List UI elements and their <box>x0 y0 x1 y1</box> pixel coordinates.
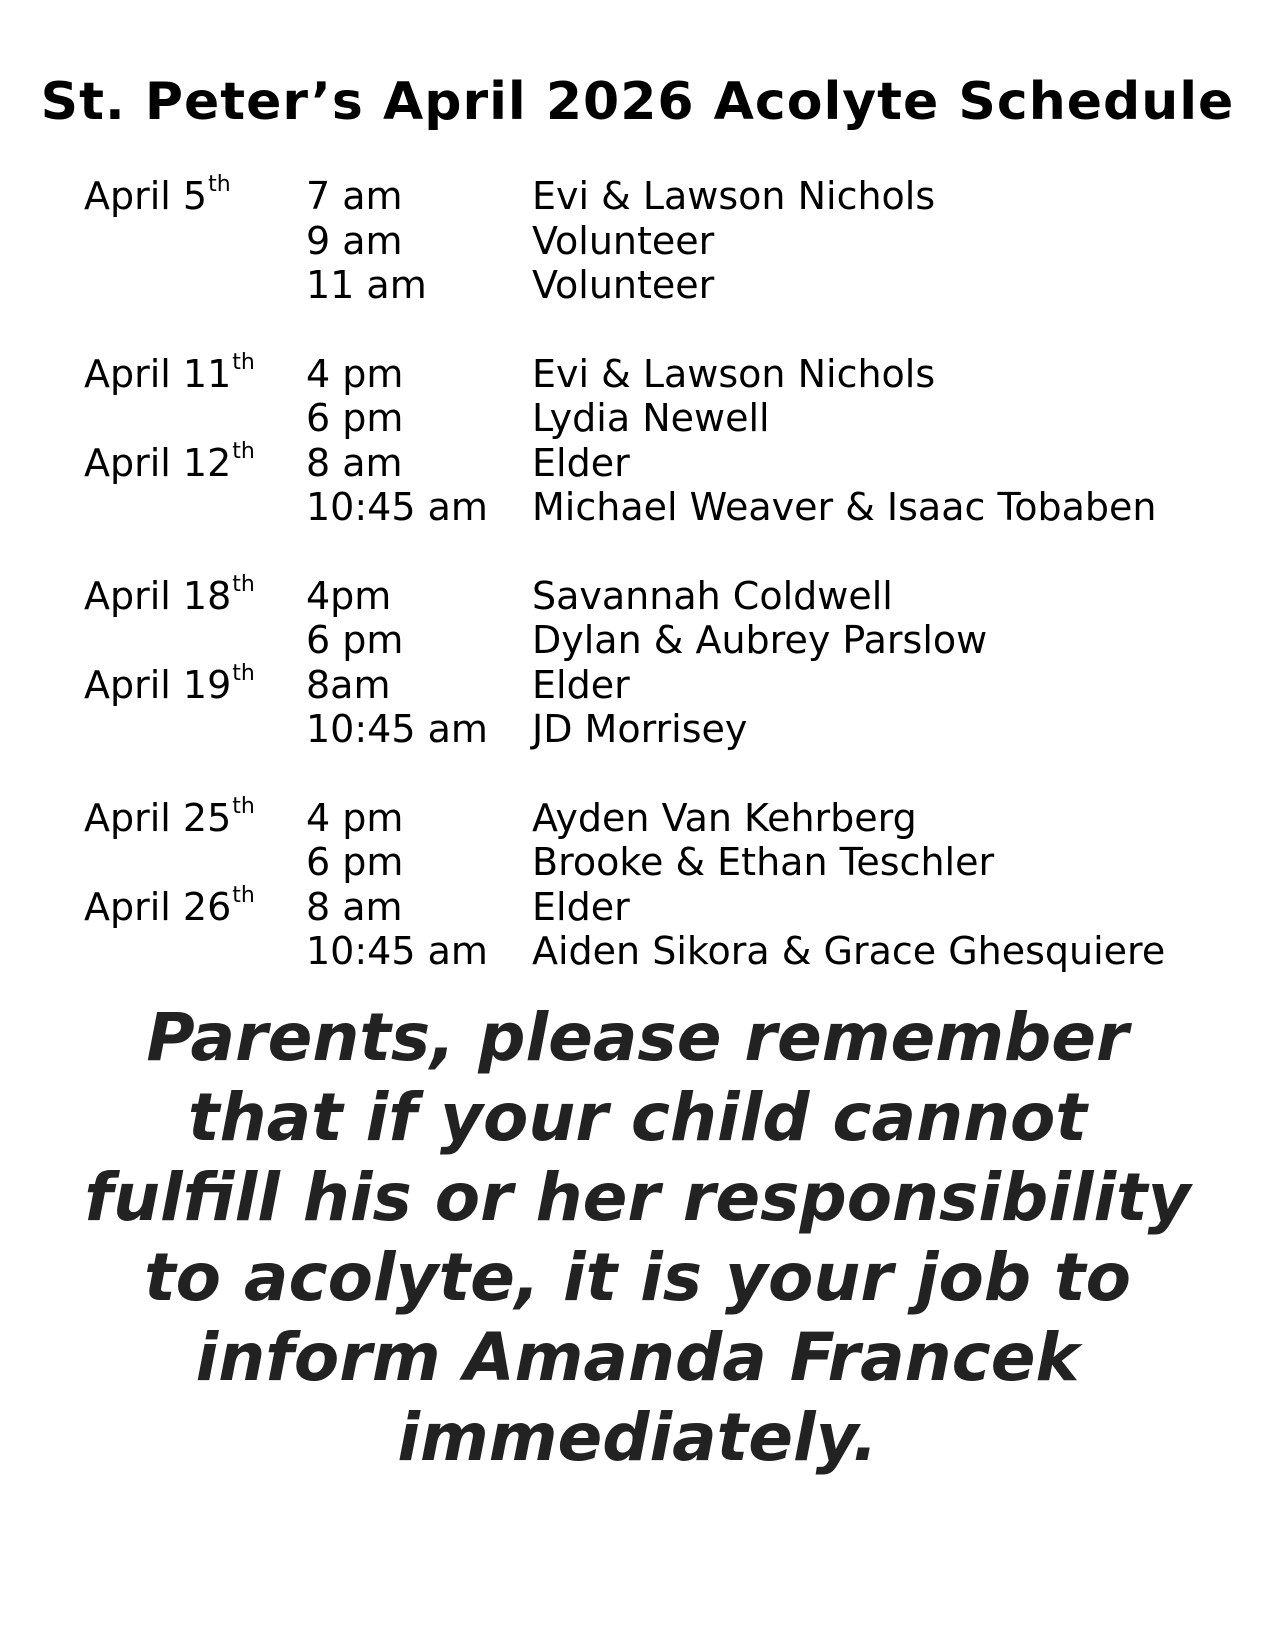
date-ordinal-suffix: th <box>232 793 255 819</box>
service-time: 4 pm <box>306 351 404 396</box>
notice-line: Parents, please remember <box>146 999 1129 1076</box>
schedule-row <box>84 485 1224 530</box>
notice-line: inform Amanda Francek <box>195 1319 1080 1396</box>
service-time: 8 am <box>306 440 403 485</box>
acolyte-names: Dylan & Aubrey Parslow <box>532 618 988 662</box>
date-ordinal-suffix: th <box>232 438 255 464</box>
schedule-group <box>84 793 1224 974</box>
service-date: April 12th <box>84 438 255 485</box>
service-date: April 5th <box>84 172 231 218</box>
acolyte-names: JD Morrisey <box>532 707 748 751</box>
schedule-row <box>84 929 1224 974</box>
service-time: 10:45 am <box>306 929 488 973</box>
acolyte-names: Ayden Van Kehrberg <box>532 795 917 840</box>
schedule-row <box>84 174 1224 219</box>
acolyte-names: Volunteer <box>532 218 715 263</box>
acolyte-names: Brooke & Ethan Teschler <box>532 840 995 884</box>
schedule-group <box>84 571 1224 752</box>
schedule-group <box>84 174 1224 308</box>
service-date <box>84 485 306 530</box>
schedule-row <box>84 349 1224 397</box>
schedule-row <box>84 263 1224 308</box>
service-time: 11 am <box>306 263 427 307</box>
schedule-row <box>84 793 1224 841</box>
date-ordinal-suffix: th <box>232 882 255 908</box>
schedule-row <box>84 618 1224 663</box>
service-time: 6 pm <box>306 396 404 440</box>
service-date: April 11th <box>84 349 255 396</box>
schedule-row <box>84 438 1224 486</box>
acolyte-names: Evi & Lawson Nichols <box>532 174 936 218</box>
acolyte-names: Savannah Coldwell <box>532 573 893 618</box>
date-ordinal-suffix: th <box>232 349 255 375</box>
service-date <box>84 263 306 308</box>
service-time: 4 pm <box>306 795 404 840</box>
schedule-row <box>84 571 1224 619</box>
schedule-row <box>84 707 1224 752</box>
service-date: April 19th <box>84 660 255 707</box>
service-date <box>84 929 306 974</box>
acolyte-names: Elder <box>532 440 630 485</box>
page-title: St. Peter’s April 2026 Acolyte Schedule <box>40 72 1235 132</box>
parent-reminder-notice <box>0 998 1275 1478</box>
notice-line: that if your child cannot <box>188 1079 1087 1156</box>
acolyte-names: Volunteer <box>532 263 715 307</box>
service-time: 8am <box>306 662 391 707</box>
service-date: April 18th <box>84 571 255 618</box>
service-time: 4pm <box>306 573 392 618</box>
acolyte-names: Aiden Sikora & Grace Ghesquiere <box>532 929 1166 973</box>
acolyte-names: Lydia Newell <box>532 396 770 440</box>
schedule-row <box>84 840 1224 885</box>
service-date <box>84 840 306 885</box>
schedule-row <box>84 660 1224 708</box>
notice-line: immediately. <box>397 1399 878 1476</box>
notice-line: fulfill his or her responsibility <box>84 1159 1191 1236</box>
date-ordinal-suffix: th <box>208 172 231 197</box>
service-date: April 26th <box>84 882 255 929</box>
service-date <box>84 219 306 264</box>
date-ordinal-suffix: th <box>232 571 255 597</box>
schedule-row <box>84 219 1224 264</box>
notice-line: to acolyte, it is your job to <box>144 1239 1131 1316</box>
schedule-row <box>84 396 1224 441</box>
service-time: 10:45 am <box>306 485 488 529</box>
schedule-group <box>84 349 1224 530</box>
acolyte-names: Michael Weaver & Isaac Tobaben <box>532 485 1157 529</box>
acolyte-names: Elder <box>532 662 630 707</box>
service-time: 9 am <box>306 218 403 263</box>
date-ordinal-suffix: th <box>232 660 255 686</box>
service-date <box>84 396 306 441</box>
service-date <box>84 707 306 752</box>
schedule-table <box>84 174 1224 1018</box>
service-date: April 25th <box>84 793 255 840</box>
service-time: 6 pm <box>306 618 404 662</box>
service-date <box>84 618 306 663</box>
schedule-row <box>84 882 1224 930</box>
service-time: 6 pm <box>306 840 404 884</box>
acolyte-names: Elder <box>532 884 630 929</box>
service-time: 8 am <box>306 884 403 929</box>
service-time: 7 am <box>306 174 403 218</box>
acolyte-names: Evi & Lawson Nichols <box>532 351 936 396</box>
service-time: 10:45 am <box>306 707 488 751</box>
